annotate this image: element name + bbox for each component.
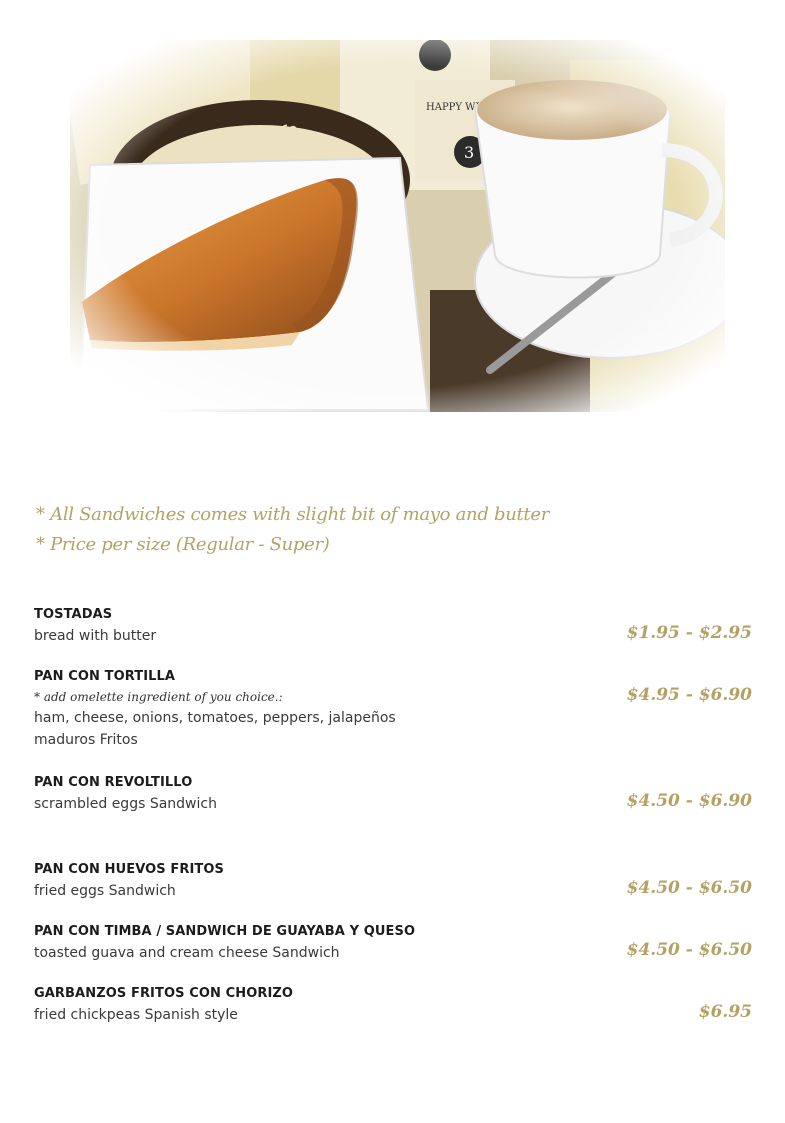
menu-notes bbox=[36, 500, 549, 560]
item-description: fried eggs Sandwich bbox=[34, 883, 176, 899]
item-name: GARBANZOS FRITOS CON CHORIZO bbox=[34, 986, 294, 1001]
item-description: ham, cheese, onions, tomatoes, peppers, jalapeños bbox=[34, 710, 396, 726]
item-price: $1.95 - $2.95 bbox=[626, 623, 752, 643]
note-mayo-butter: * All Sandwiches comes with slight bit of mayo and butter bbox=[36, 504, 550, 525]
item-name: PAN CON HUEVOS FRITOS bbox=[34, 862, 224, 877]
item-name: PAN CON TIMBA / SANDWICH DE GUAYABA Y QUESO bbox=[34, 924, 416, 939]
item-note: * add omelette ingredient of you choice.: bbox=[34, 690, 283, 704]
menu-item-pan-con-revoltillo bbox=[34, 773, 752, 815]
item-description-extra: maduros Fritos bbox=[34, 732, 138, 748]
pastry-and-coffee-photo bbox=[70, 40, 725, 412]
item-description: toasted guava and cream cheese Sandwich bbox=[34, 945, 340, 961]
menu-item-pan-con-huevos-fritos bbox=[34, 860, 752, 902]
menu-item-pan-con-timba bbox=[34, 922, 752, 964]
item-price: $4.50 - $6.50 bbox=[626, 940, 752, 960]
item-name: TOSTADAS bbox=[34, 607, 113, 622]
item-price: $4.50 - $6.50 bbox=[626, 878, 752, 898]
item-price: $4.95 - $6.90 bbox=[626, 685, 752, 705]
menu-item-pan-con-tortilla bbox=[34, 667, 752, 751]
item-description: scrambled eggs Sandwich bbox=[34, 796, 217, 812]
menu-item-garbanzos-fritos bbox=[34, 984, 752, 1026]
item-description: bread with butter bbox=[34, 628, 157, 644]
item-description: fried chickpeas Spanish style bbox=[34, 1007, 238, 1023]
menu-item-tostadas bbox=[34, 605, 752, 647]
item-price: $4.50 - $6.90 bbox=[626, 791, 752, 811]
item-name: PAN CON REVOLTILLO bbox=[34, 775, 193, 790]
item-price: $6.95 bbox=[698, 1002, 752, 1022]
note-price-per-size: * Price per size (Regular - Super) bbox=[36, 534, 330, 555]
item-name: PAN CON TORTILLA bbox=[34, 669, 176, 684]
